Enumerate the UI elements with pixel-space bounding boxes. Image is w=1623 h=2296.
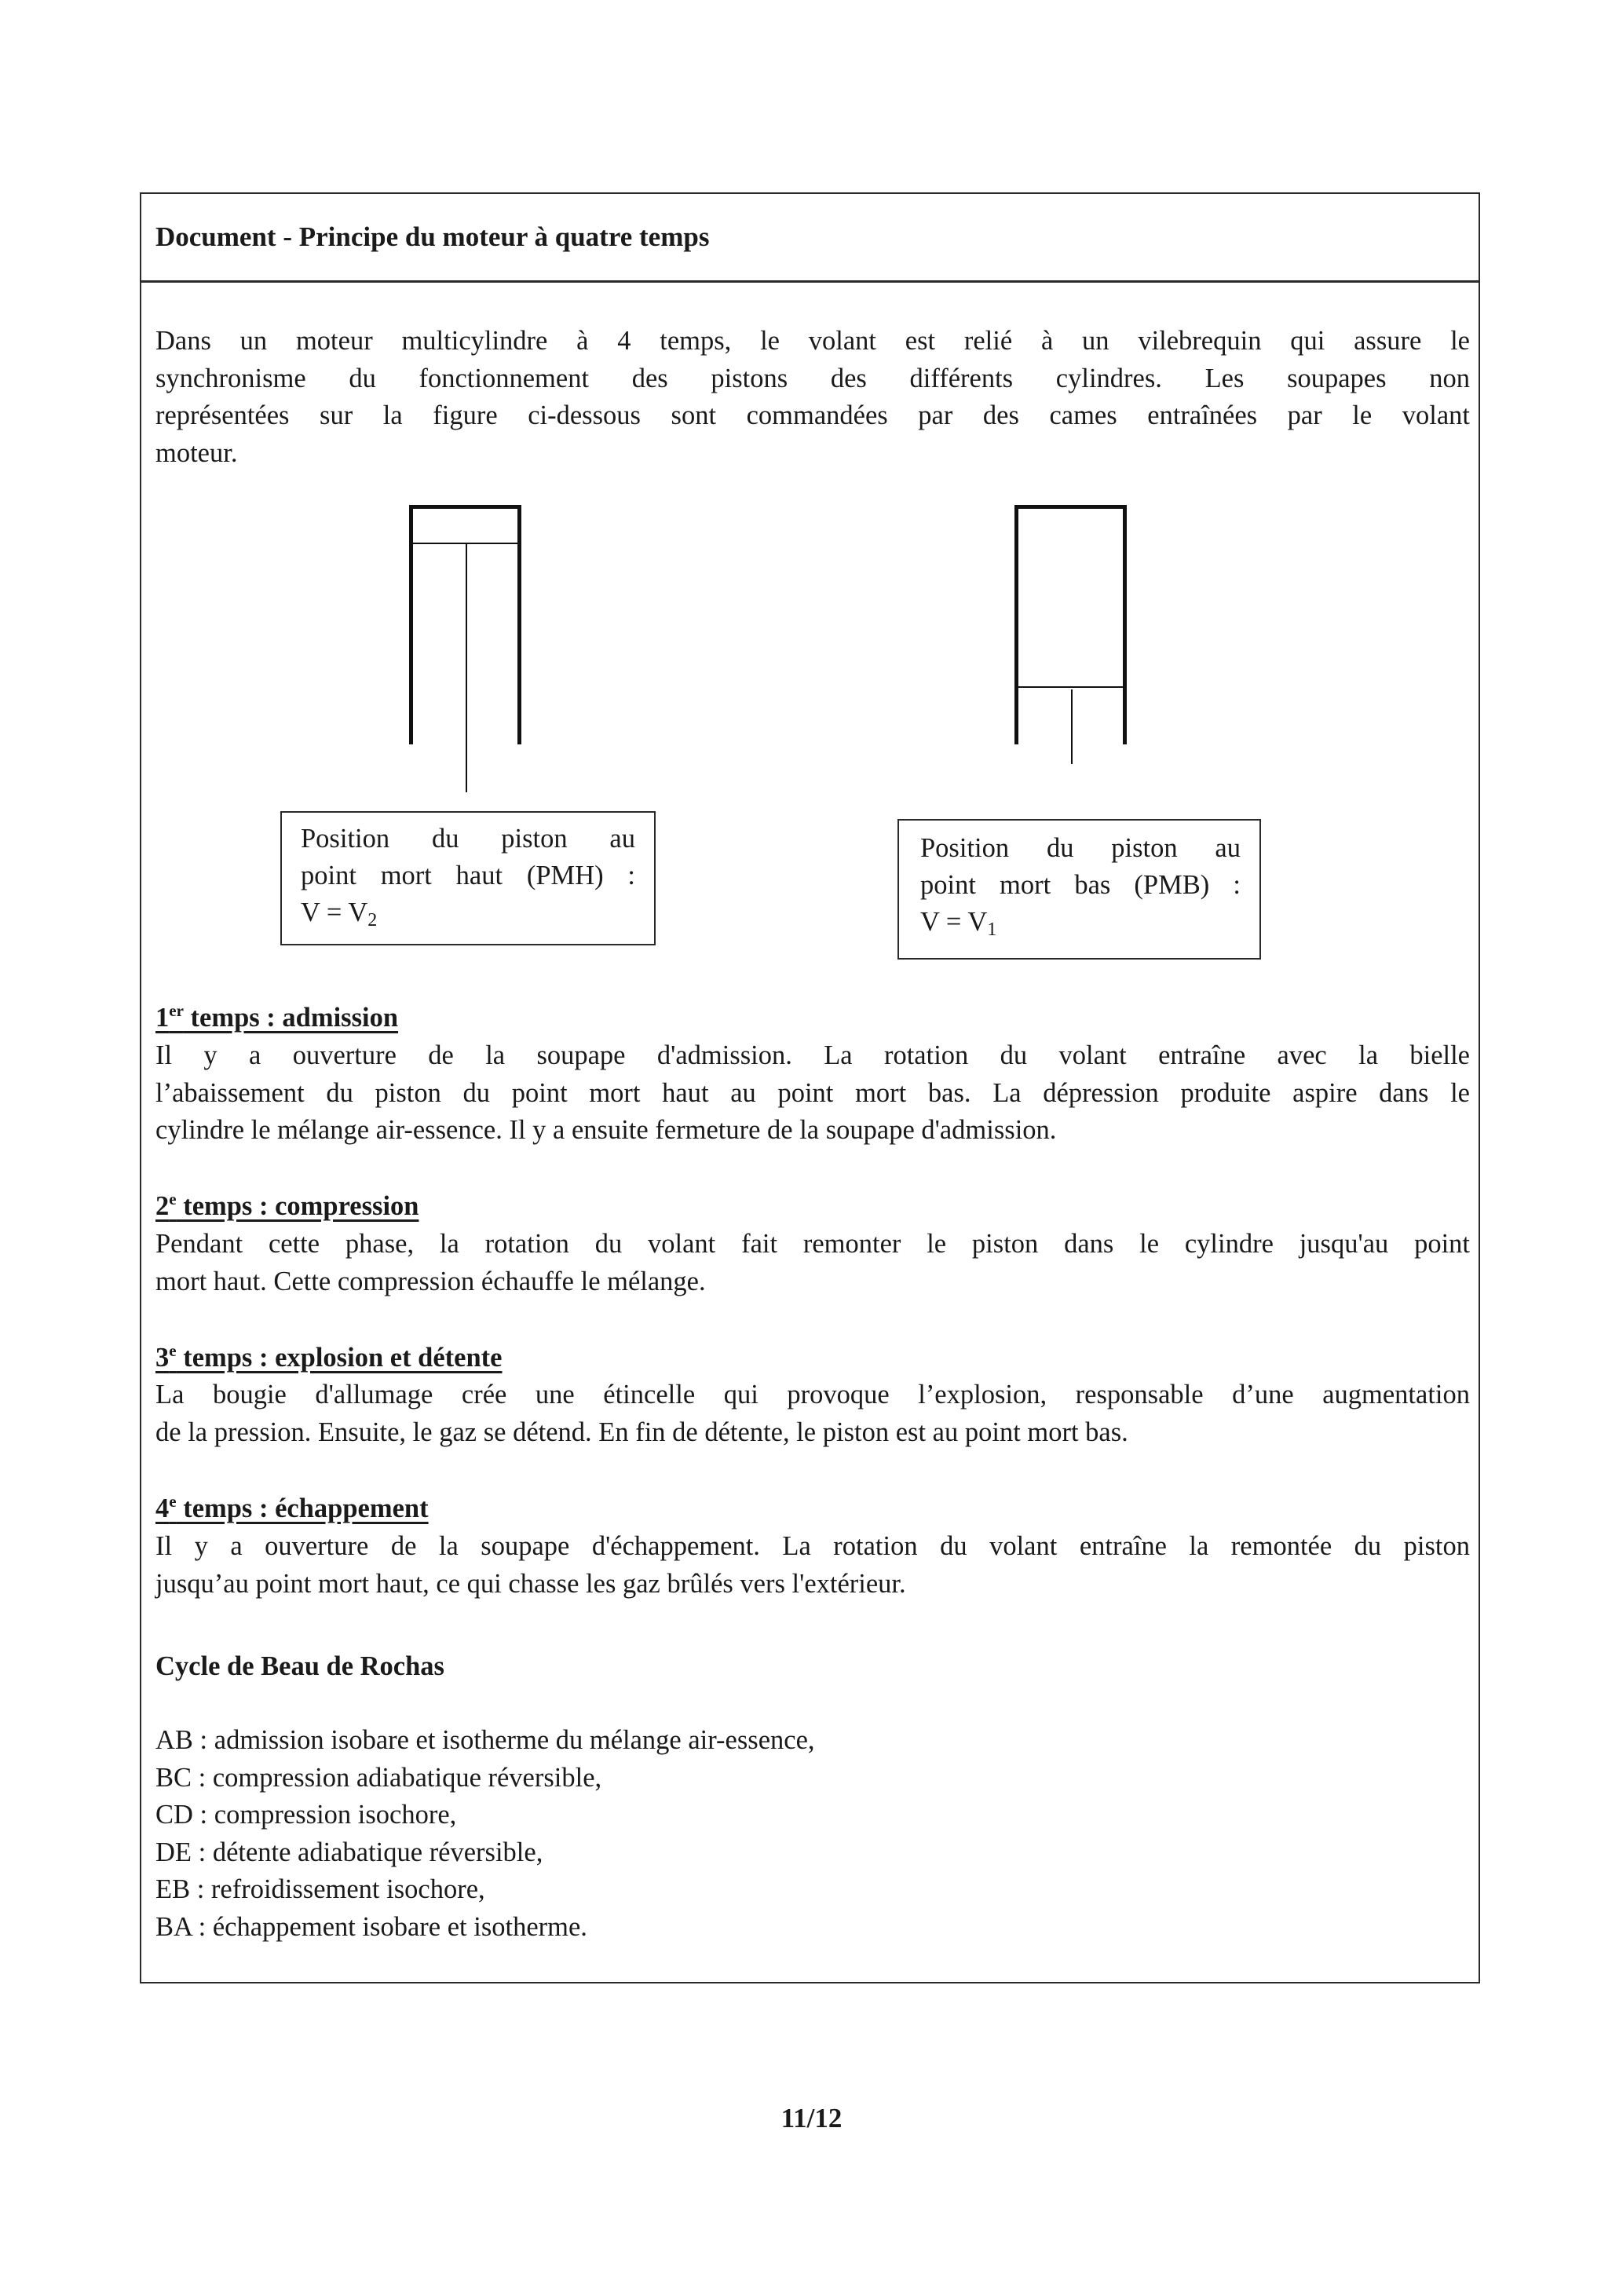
connecting-rod: [1071, 689, 1073, 764]
cycle-list: [155, 1722, 815, 1947]
piston-head: [1018, 686, 1123, 688]
body-line: jusqu’au point mort haut, ce qui chasse les gaz brûlés vers l'extérieur.: [155, 1568, 906, 1599]
section-number: 1: [155, 1003, 170, 1033]
body-line: cylindre le mélange air-essence. Il y a ensuite fermeture de la soupape d'admission.: [155, 1115, 1057, 1145]
intro-paragraph: [155, 323, 1470, 472]
document-title: Document - Principe du moteur à quatre temps: [155, 221, 710, 252]
pmh-label-box: [280, 811, 656, 945]
pmh-formula-prefix: V = V: [301, 898, 368, 927]
section-body-explosion: [155, 1377, 1470, 1451]
section-body-admission: [155, 1037, 1470, 1150]
pmh-label-line: Position du piston au: [301, 824, 635, 854]
cycle-item: CD : compression isochore,: [155, 1800, 457, 1830]
intro-line: moteur.: [155, 437, 238, 468]
cycle-item: BA : échappement isobare et isotherme.: [155, 1911, 587, 1942]
body-line: Il y a ouverture de la soupape d'échappement. La rotation du volant entraîne la remontée du piston: [155, 1531, 1470, 1561]
cylinder-wall-left: [409, 505, 413, 744]
cycle-item: AB : admission isobare et isotherme du mélange air-essence,: [155, 1725, 815, 1755]
cylinder-head: [409, 505, 521, 509]
connecting-rod: [466, 544, 467, 792]
cycle-title: Cycle de Beau de Rochas: [155, 1651, 444, 1681]
cylinder-wall-left: [1014, 505, 1018, 744]
section-title: temps : explosion et détente: [176, 1343, 503, 1373]
section-number: 3: [155, 1343, 170, 1373]
cylinder-wall-right: [517, 505, 521, 744]
body-line: mort haut. Cette compression échauffe le mélange.: [155, 1266, 706, 1296]
body-line: Il y a ouverture de la soupape d'admission. La rotation du volant entraîne avec la bielle: [155, 1040, 1470, 1070]
pmb-label-line: Position du piston au: [920, 833, 1241, 863]
intro-line: Dans un moteur multicylindre à 4 temps, le volant est relié à un vilebrequin qui assure le: [155, 326, 1470, 356]
header-divider: [140, 280, 1480, 283]
pmb-formula-prefix: V = V: [920, 907, 988, 937]
section-heading-echappement: [155, 1490, 429, 1528]
cycle-item: EB : refroidissement isochore,: [155, 1874, 485, 1905]
ordinal-suffix: e: [169, 1341, 177, 1360]
pmb-formula-subscript: 1: [987, 919, 997, 940]
ordinal-suffix: er: [169, 1001, 184, 1020]
body-line: La bougie d'allumage crée une étincelle qui provoque l’explosion, responsable d’une augmentation: [155, 1380, 1470, 1409]
cycle-item: BC : compression adiabatique réversible,: [155, 1762, 602, 1793]
ordinal-suffix: e: [169, 1492, 177, 1511]
cylinder-wall-right: [1123, 505, 1127, 744]
section-body-echappement: [155, 1528, 1470, 1603]
body-line: l’abaissement du piston du point mort haut au point mort bas. La dépression produite aspire dans le: [155, 1077, 1470, 1108]
ordinal-suffix: e: [169, 1190, 177, 1208]
section-body-compression: [155, 1226, 1470, 1300]
pmb-formula: [920, 904, 1241, 941]
section-title: temps : compression: [176, 1191, 419, 1221]
section-title: temps : admission: [183, 1003, 399, 1033]
cycle-item: DE : détente adiabatique réversible,: [155, 1837, 543, 1867]
section-number: 4: [155, 1493, 170, 1523]
body-line: de la pression. Ensuite, le gaz se détend. En fin de détente, le piston est au point mort bas.: [155, 1417, 1128, 1447]
intro-line: synchronisme du fonctionnement des pistons des différents cylindres. Les soupapes non: [155, 363, 1470, 393]
section-heading-compression: [155, 1188, 419, 1226]
page-number: 11/12: [780, 2103, 843, 2133]
section-heading-explosion: [155, 1340, 502, 1377]
cylinder-head: [1014, 505, 1127, 509]
intro-line: représentées sur la figure ci-dessous sont commandées par des cames entraînées par le volant: [155, 400, 1470, 430]
pmh-formula: [301, 894, 635, 931]
pmh-label-line: point mort haut (PMH) :: [301, 861, 635, 890]
section-title: temps : échappement: [176, 1493, 429, 1523]
pmh-formula-subscript: 2: [367, 910, 378, 930]
pmb-label-box: [897, 819, 1261, 960]
section-number: 2: [155, 1191, 170, 1221]
pmb-label-line: point mort bas (PMB) :: [920, 870, 1241, 900]
body-line: Pendant cette phase, la rotation du volant fait remonter le piston dans le cylindre jusqu'au point: [155, 1229, 1470, 1259]
section-heading-admission: [155, 1000, 398, 1037]
